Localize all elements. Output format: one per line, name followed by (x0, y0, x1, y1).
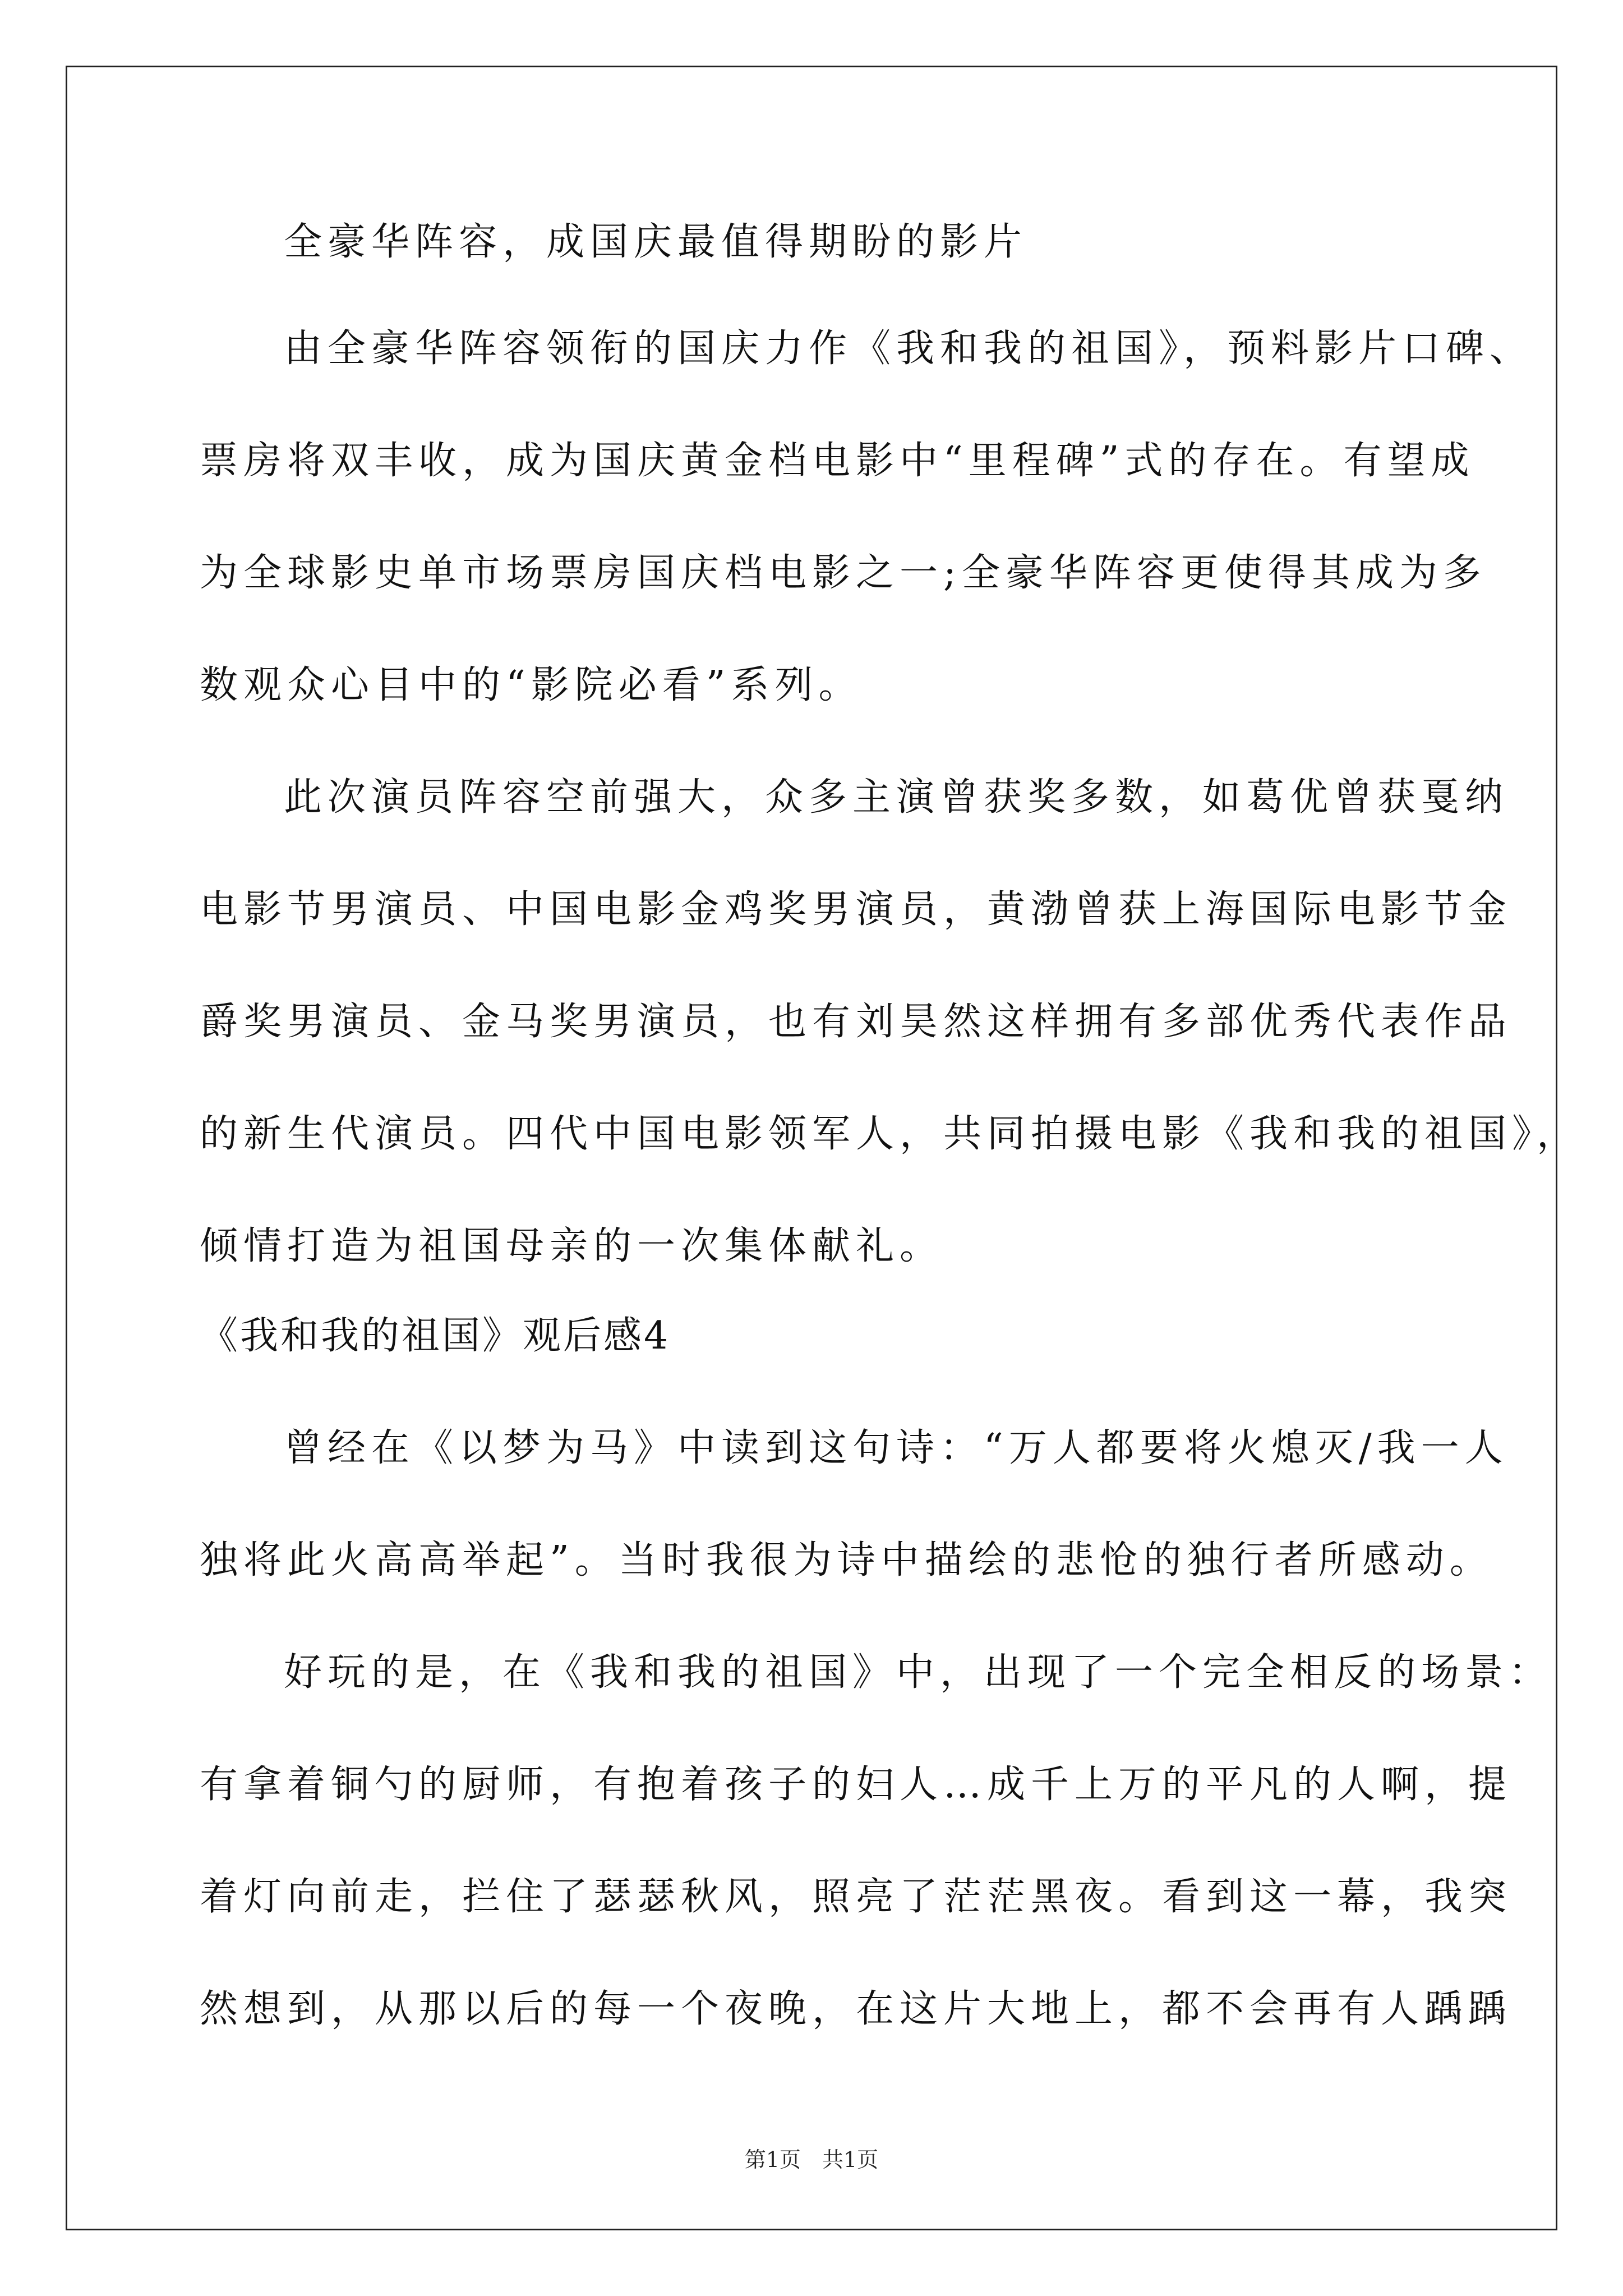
paragraph-line: 全豪华阵容，成国庆最值得期盼的影片 (284, 220, 1028, 264)
paragraph-line: 爵奖男演员、金马奖男演员，也有刘昊然这样拥有多部优秀代表作品 (200, 1000, 1513, 1044)
paragraph-line: 有拿着铜勺的厨师，有抱着孩子的妇人…成千上万的平凡的人啊，提 (200, 1763, 1513, 1807)
paragraph-line: 数观众心目中的“影院必看”系列。 (200, 663, 863, 707)
page-footer: 第1页 共1页 (744, 2147, 879, 2172)
paragraph-line: 由全豪华阵容领衔的国庆力作《我和我的祖国》，预料影片口碑、 (284, 326, 1534, 371)
paragraph-line: 着灯向前走，拦住了瑟瑟秋风，照亮了茫茫黑夜。看到这一幕，我突 (200, 1875, 1513, 1919)
section-heading: 《我和我的祖国》观后感4 (200, 1314, 671, 1358)
paragraph-line: 的新生代演员。四代中国电影领军人，共同拍摄电影《我和我的祖国》， (200, 1112, 1581, 1156)
paragraph-line: 倾情打造为祖国母亲的一次集体献礼。 (200, 1224, 944, 1268)
paragraph-line: 好玩的是，在《我和我的祖国》中，出现了一个完全相反的场景： (284, 1650, 1553, 1695)
paragraph-line: 曾经在《以梦为马》中读到这句诗：“万人都要将火熄灭/我一人 (284, 1426, 1509, 1470)
paragraph-line: 电影节男演员、中国电影金鸡奖男演员，黄渤曾获上海国际电影节金 (200, 887, 1513, 932)
paragraph-line: 然想到，从那以后的每一个夜晚，在这片大地上，都不会再有人踽踽 (200, 1987, 1513, 2031)
paragraph-line: 独将此火高高举起”。当时我很为诗中描绘的悲怆的独行者所感动。 (200, 1538, 1493, 1582)
paragraph-line: 为全球影史单市场票房国庆档电影之一;全豪华阵容更使得其成为多 (200, 551, 1487, 595)
paragraph-line: 票房将双丰收，成为国庆黄金档电影中“里程碑”式的存在。有望成 (200, 439, 1475, 483)
paragraph-line: 此次演员阵容空前强大，众多主演曾获奖多数，如葛优曾获戛纳 (284, 775, 1509, 820)
